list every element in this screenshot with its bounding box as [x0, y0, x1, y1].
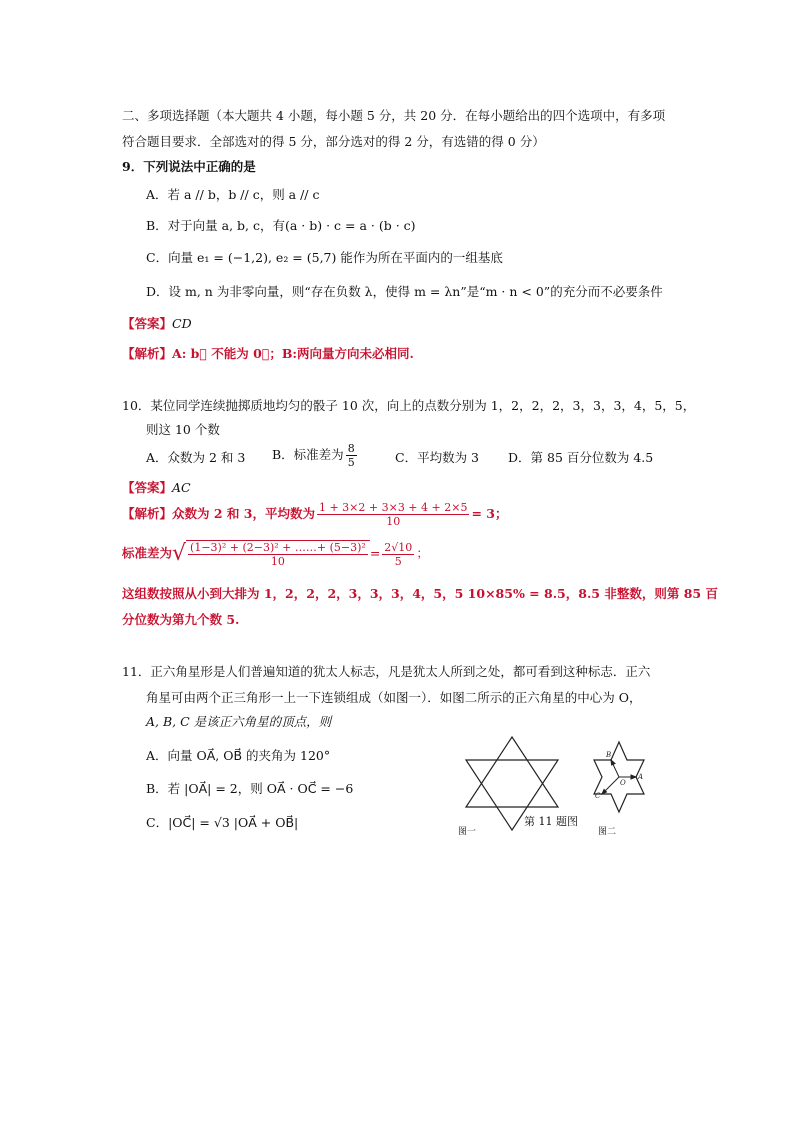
sd-result-fraction	[382, 541, 414, 568]
q11-option-a: A．向量 OA⃗, OB⃗ 的夹角为 120°	[146, 748, 331, 763]
sd-fraction	[188, 541, 368, 568]
fraction-numerator: 1 + 3×2 + 3×3 + 4 + 2×5	[318, 501, 468, 514]
arrow-head-icon	[611, 760, 615, 765]
q9-answer	[122, 316, 192, 332]
q11-stem-line3: A, B, C 是该正六角星的顶点，则	[146, 714, 332, 729]
q11-stem-line2: 角星可由两个正三角形一上一下连锁组成（如图一）．如图二所示的正六角星的中心为 O，	[146, 690, 642, 705]
q10-option-c: C．平均数为 3	[395, 450, 479, 465]
q10-stem-line2: 则这 10 个数	[146, 422, 220, 437]
figure2-label: 图二	[598, 827, 617, 837]
q10-option-b-fraction	[346, 442, 357, 469]
q9-analysis-text: A: b⃗ 不能为 0⃗；B:两向量方向未必相同.	[172, 346, 414, 361]
sd-sqrt	[172, 540, 370, 568]
q10-analysis-sd	[122, 540, 429, 568]
fraction-numerator: 8	[347, 442, 355, 455]
figure2-vectors	[602, 760, 636, 794]
q11-stem-line1: 11．正六角星形是人们普遍知道的犹太人标志，凡是犹太人所到之处，都可看到这种标志．正六	[122, 664, 651, 679]
fraction-denominator: 10	[386, 515, 401, 528]
radical-sign: √	[172, 541, 187, 566]
point-b-label: B	[606, 751, 612, 759]
q10-option-b	[272, 442, 359, 469]
q10-answer-tag: 【答案】	[122, 480, 173, 495]
q9-option-c: C．向量 e₁ = (−1,2), e₂ = (5,7) 能作为所在平面内的一组基底	[146, 250, 503, 265]
section-title-line2: 符合题目要求．全部选对的得 5 分，部分选对的得 2 分，有选错的得 0 分）	[122, 134, 545, 149]
q9-answer-value: CD	[172, 316, 192, 331]
fraction-denominator: 5	[347, 456, 355, 469]
q10-analysis-percentile-line2: 分位数为第九个数 5.	[122, 612, 240, 627]
q10-analysis-text: 众数为 2 和 3，平均数为	[172, 506, 315, 521]
q9-analysis	[122, 346, 414, 362]
fraction-denominator: 10	[270, 555, 285, 568]
q10-stem-line1: 10．某位同学连续抛掷质地均匀的骰子 10 次，向上的点数分别为 1，2，2，2，3，3，3，4，5，5，	[122, 398, 696, 413]
q10-option-b-label: B．标准差为	[272, 447, 344, 462]
q9-option-d: D．设 m, n 为非零向量，则“存在负数 λ，使得 m = λn”是“m · n < 0”的充分而不必要条件	[146, 284, 663, 299]
fraction-numerator: 2√10	[384, 540, 413, 554]
q11-option-c: C．|OC⃗| = √3 |OA⃗ + OB⃗|	[146, 815, 299, 830]
q9-option-a: A．若 a // b，b // c，则 a // c	[146, 187, 320, 202]
point-c-label: C	[595, 792, 601, 800]
q10-answer	[122, 480, 191, 496]
sd-label: 标准差为	[122, 545, 173, 561]
sd-equals: =	[369, 545, 381, 561]
triangle-up	[466, 737, 558, 807]
q11-option-b: B．若 |OA⃗| = 2，则 OA⃗ · OC⃗ = −6	[146, 781, 354, 796]
q10-analysis-mean	[122, 501, 507, 528]
q10-analysis-percentile-line1: 这组数按照从小到大排为 1，2，2，2，3，3，3，4，5，5 10×85% = 8.5，8.5 非整数，则第 85 百	[122, 586, 718, 601]
q10-answer-value: AC	[172, 480, 191, 495]
q9-analysis-tag: 【解析】	[122, 346, 173, 361]
fraction-denominator: 5	[394, 554, 402, 568]
arrow-head-icon	[631, 775, 636, 779]
q10-option-a: A．众数为 2 和 3	[146, 450, 246, 465]
q10-option-d: D．第 85 百分位数为 4.5	[508, 450, 654, 465]
q9-option-b: B．对于向量 a, b, c，有(a · b) · c = a · (b · c)	[146, 218, 416, 233]
figure1-label: 图一	[458, 827, 477, 837]
mean-result: = 3；	[471, 506, 508, 521]
mean-fraction	[317, 501, 469, 528]
fraction-numerator: (1−3)² + (2−3)² + ……+ (5−3)²	[190, 541, 366, 554]
q9-answer-tag: 【答案】	[122, 316, 173, 331]
sd-end: ；	[416, 545, 429, 561]
section-title-line1: 二、多项选择题（本大题共 4 小题，每小题 5 分，共 20 分．在每小题给出的四个选项中，有多项	[122, 108, 666, 123]
point-a-label: A	[638, 773, 644, 781]
q9-stem: 9．下列说法中正确的是	[122, 159, 256, 174]
point-o-label: O	[620, 779, 626, 787]
figure-caption: 第 11 题图	[524, 815, 578, 828]
q10-analysis-tag: 【解析】	[122, 506, 173, 521]
